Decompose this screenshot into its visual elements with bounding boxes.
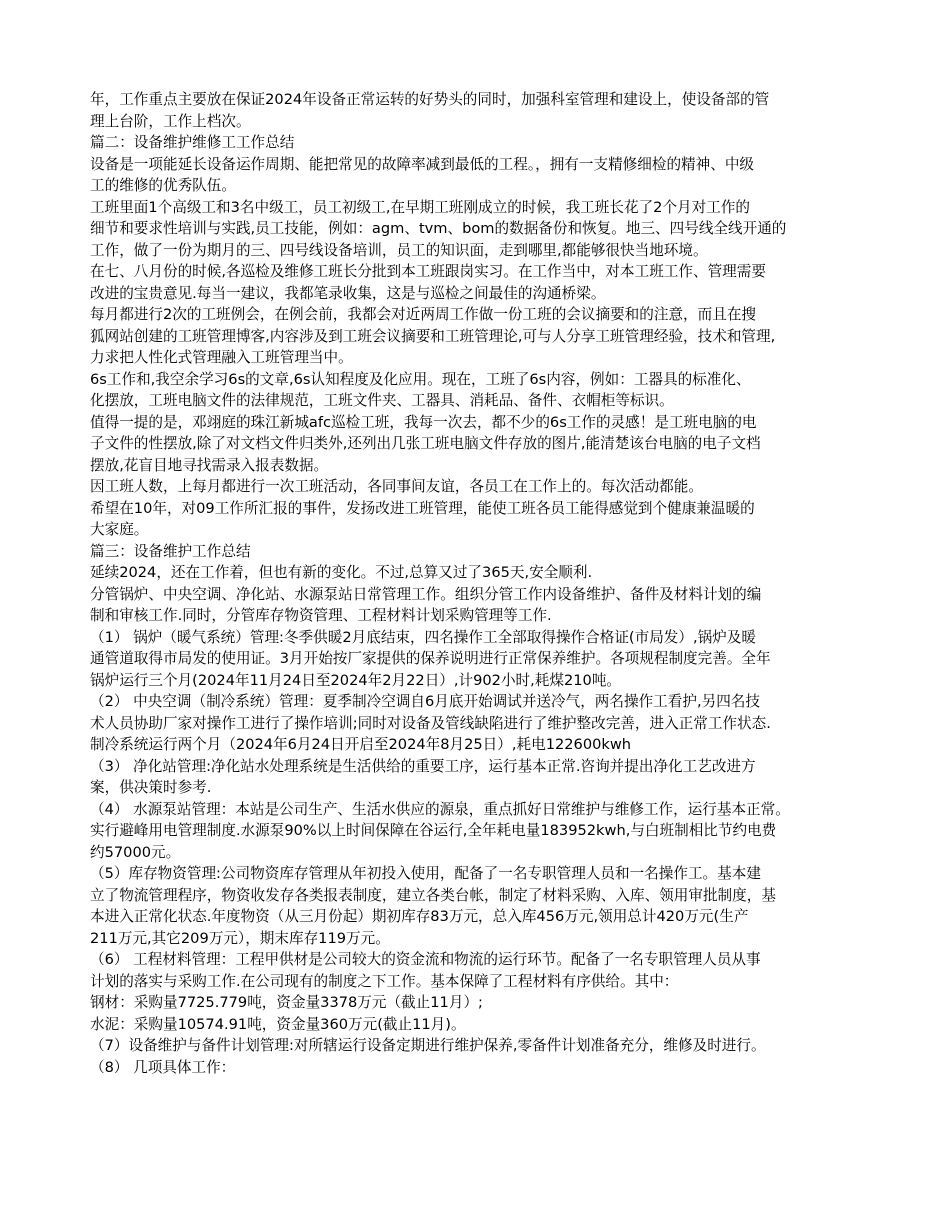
text-line: （2） 中央空调（制冷系统）管理：夏季制冷空调自6月底开始调试并送冷气，两名操作工看护,另四名技 [90,693,760,710]
text-line: 锅炉运行三个月(2024年11月24日至2024年2月22日）,计902小时,耗煤210吨。 [90,671,622,689]
text-line: 通管道取得市局发的使用证。3月开始按厂家提供的保养说明进行正常保养维护。各项规程制度完善。全年 [90,650,771,667]
text-line: 力求把人性化式管理融入工班管理当中。 [90,349,353,366]
text-line: 狐网站创建的工班管理博客,内容涉及到工班会议摘要和工班管理论,可与人分享工班管理经验，技术和管理, [90,327,776,345]
text-line: 211万元,其它209万元），期末库存119万元。 [90,929,390,947]
text-line: 摆放,花盲目地寻找需录入报表数据。 [90,456,329,474]
text-line: 年，工作重点主要放在保证2024年设备正常运转的好势头的同时，加强科室管理和建设上，使设备部的管 [90,91,770,108]
text-line: 实行避峰用电管理制度.水源泵90%以上时间保障在谷运行,全年耗电量183952kwh,与白班制相比节约电费 [90,822,777,839]
text-line: （6） 工程材料管理：工程甲供材是公司较大的资金流和物流的运行环节。配备了一名专职管理人员从事 [90,951,761,968]
text-line: 细节和要求性培训与实践,员工技能，例如：agm、tvm、bom的数据备份和恢复。地三、四号线全线开通的 [90,220,787,237]
text-line: 延续2024，还在工作着，但也有新的变化。不过,总算又过了365天,安全顺利. [90,564,593,581]
text-line: 大家庭。 [90,521,149,538]
text-line: （7）设备维护与备件计划管理:对所辖运行设备定期进行维护保养,零备件计划准备充分，维修及时进行。 [90,1037,766,1054]
text-line: 值得一提的是，邓翊庭的珠江新城afc巡检工班，我每一次去，都不少的6s工作的灵感！是工班电脑的电 [90,413,757,431]
text-line: 术人员协助厂家对操作工进行了操作培训;同时对设备及管线缺陷进行了维护整改完善，进入正常工作状态. [90,714,771,732]
section-heading: 篇二：设备维护维修工工作总结 [90,134,295,151]
text-line: 因工班人数，上每月都进行一次工班活动，各同事间友谊，各员工在工作上的。每次活动都能。 [90,478,703,495]
text-line: 案，供决策时参考. [90,779,212,796]
text-line: 立了物流管理程序，物资收发存各类报表制度，建立各类台帐，制定了材料采购、入库、领用审批制度，基 [90,886,776,904]
text-line: （8） 几项具体工作： [90,1058,236,1076]
text-line: 每月都进行2次的工班例会，在例会前，我都会对近两周工作做一份工班的会议摘要和的注意，而且在搜 [90,306,757,323]
text-line: 分管锅炉、中央空调、净化站、水源泵站日常管理工作。组织分管工作内设备维护、备件及材料计划的编 [90,585,762,603]
text-line: （1） 锅炉（暖气系统）管理:冬季供暖2月底结束，四名操作工全部取得操作合格证(市局发）,锅炉及暖 [90,628,756,646]
section-heading: 篇三：设备维护工作总结 [90,542,251,560]
text-line: 希望在10年，对09工作所汇报的事件，发扬改进工班管理，能使工班各员工能得感觉到个健康兼温暖的 [90,499,755,517]
text-line: 工班里面1个高级工和3名中级工，员工初级工,在早期工班刚成立的时候，我工班长花了2个月对工作的 [90,198,751,216]
text-line: 改进的宝贵意见.每当一建议，我都笔录收集，这是与巡检之间最佳的沟通桥梁。 [90,284,606,302]
text-line: 本进入正常化状态.年度物资（从三月份起）期初库存83万元，总入库456万元,领用总计420万元(生产 [90,908,749,925]
text-line: 6s工作和,我空余学习6s的文章,6s认知程度及化应用。现在，工班了6s内容，例如：工器具的标准化、 [90,370,751,388]
text-line: 工的维修的优秀队伍。 [90,177,236,194]
text-line: （3） 净化站管理:净化站水处理系统是生活供给的重要工序，运行基本正常.咨询并提出净化工艺改进方 [90,757,756,775]
text-line: 子文件的性摆放,除了对文档文件归类外,还列出几张工班电脑文件存放的图片,能清楚该台电脑的电子文档 [90,435,761,452]
text-line: （5）库存物资管理:公司物资库存管理从年初投入使用，配备了一名专职管理人员和一名操作工。基本建 [90,865,761,882]
text-line: 在七、八月份的时候,各巡检及维修工班长分批到本工班跟岗实习。在工作当中，对本工班工作、管理需要 [90,263,766,280]
text-line: 制和审核工作.同时，分管库存物资管理、工程材料计划采购管理等工作. [90,607,552,624]
text-line: 制冷系统运行两个月（2024年6月24日开启至2024年8月25日）,耗电122600kwh [90,736,632,753]
text-line: 理上台阶，工作上档次。 [90,112,251,130]
text-line: 工作，做了一份为期月的三、四号线设备培训，员工的知识面，走到哪里,都能够很快当地环境。 [90,241,708,259]
text-line: 约57000元。 [90,843,181,861]
text-line: 水泥：采购量10574.91吨，资金量360万元(截止11月)。 [90,1015,466,1033]
text-line: 设备是一项能延长设备运作周期、能把常见的故障率减到最低的工程。，拥有一支精修细检的精神、中级 [90,155,755,173]
text-line: （4） 水源泵站管理：本站是公司生产、生活水供应的源泉，重点抓好日常维护与维修工作，运行基本正常。 [90,800,790,818]
text-line: 化摆放，工班电脑文件的法律规范，工班文件夹、工器具、消耗品、备件、衣帽柜等标识。 [90,392,674,409]
text-line: 计划的落实与采购工作.在公司现有的制度之下工作。基本保障了工程材料有序供给。其中： [90,972,679,990]
text-line: 钢材：采购量7725.779吨，资金量3378万元（截止11月）; [90,994,483,1011]
